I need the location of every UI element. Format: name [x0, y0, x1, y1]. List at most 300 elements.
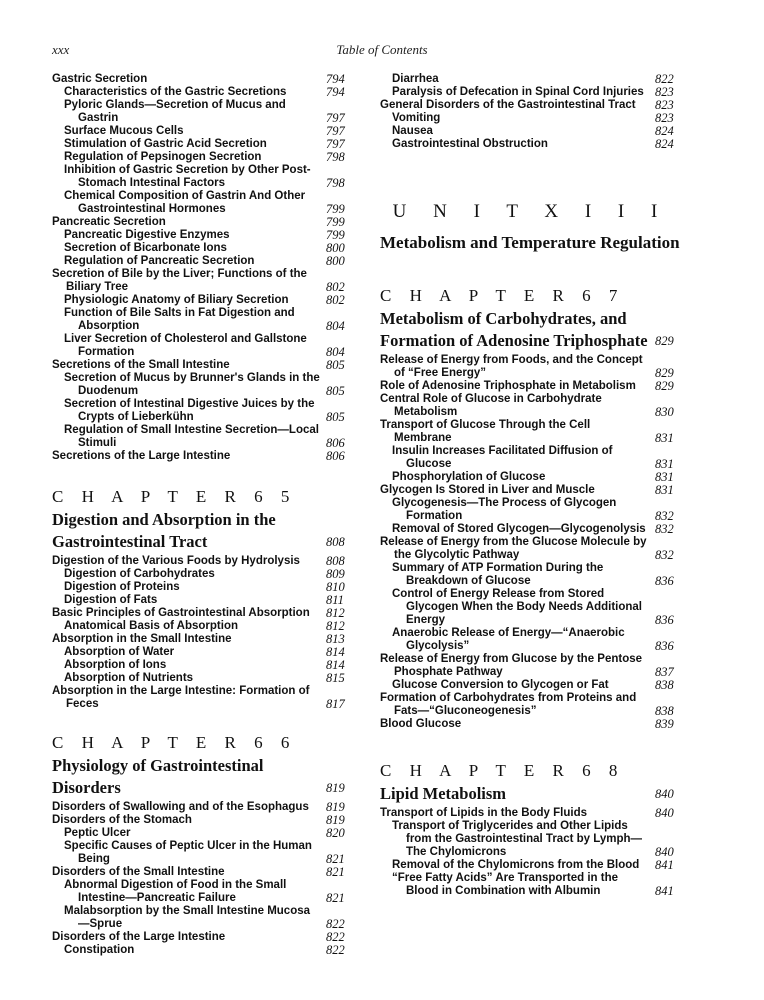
toc-section-entry[interactable] — [52, 814, 352, 827]
entry-title-text: Gastrointestinal Obstruction — [392, 138, 548, 150]
entry-title-text: Surface Mucous Cells — [64, 125, 184, 137]
toc-subsection-entry[interactable] — [380, 445, 681, 471]
entry-title-text: Absorption in the Large Intestine: Formation of Feces — [52, 685, 310, 710]
chapter-label: C H A P T E R 6 8 — [380, 761, 625, 780]
toc-subsection-entry[interactable] — [380, 859, 681, 872]
entry-page: 813 — [326, 632, 345, 646]
entry-page: 838 — [655, 704, 674, 718]
entry-title — [380, 820, 655, 859]
entry-title — [380, 354, 655, 380]
toc-subsection-entry[interactable] — [52, 164, 352, 190]
entry-page: 830 — [655, 405, 674, 419]
entry-title — [380, 523, 655, 536]
entry-page: 839 — [655, 717, 674, 731]
entry-page: 812 — [326, 619, 345, 633]
chapter-title-row[interactable] — [380, 783, 681, 805]
entry-title-text: Glycogen Is Stored in Liver and Muscle — [380, 484, 595, 496]
entry-title — [380, 718, 655, 731]
entry-title-text: Physiologic Anatomy of Biliary Secretion — [64, 294, 289, 306]
entry-page: 802 — [326, 293, 345, 307]
entry-page: 829 — [655, 379, 674, 393]
entry-title-text: Regulation of Pancreatic Secretion — [64, 255, 255, 267]
toc-section-entry[interactable] — [380, 718, 681, 731]
entry-title-text: Absorption of Nutrients — [64, 672, 194, 684]
entry-title — [380, 484, 655, 497]
toc-subsection-entry[interactable] — [380, 523, 681, 536]
entry-title-text: Regulation of Pepsinogen Secretion — [64, 151, 262, 163]
toc-subsection-entry[interactable] — [380, 627, 681, 653]
entry-page: 836 — [655, 639, 674, 653]
entry-page: 808 — [326, 554, 345, 568]
entry-title — [52, 633, 326, 646]
entry-page: 805 — [326, 358, 345, 372]
entry-page: 800 — [326, 254, 345, 268]
entry-title — [380, 588, 655, 627]
entry-title-text: Secretion of Mucus by Brunner's Glands in the Duodenum — [64, 372, 320, 397]
entry-title-text: Phosphorylation of Glucose — [392, 471, 546, 483]
entry-page: 814 — [326, 658, 345, 672]
chapter-page: 808 — [326, 535, 345, 549]
entry-title-text: Digestion of Carbohydrates — [64, 568, 215, 580]
entry-title-text: Regulation of Small Intestine Secretion—Local Stimuli — [64, 424, 319, 449]
entry-title-text: Secretions of the Small Intestine — [52, 359, 230, 371]
toc-subsection-entry[interactable] — [380, 138, 681, 151]
entry-title — [52, 424, 326, 450]
entry-page: 841 — [655, 884, 674, 898]
entry-title — [52, 450, 326, 463]
entry-page: 841 — [655, 858, 674, 872]
entry-title — [380, 497, 655, 523]
toc-subsection-entry[interactable] — [380, 86, 681, 99]
toc-subsection-entry[interactable] — [52, 398, 352, 424]
entry-title — [52, 372, 326, 398]
entry-title — [52, 659, 326, 672]
toc-subsection-entry[interactable] — [380, 562, 681, 588]
entry-page: 804 — [326, 345, 345, 359]
toc-group — [52, 73, 352, 463]
entry-title — [380, 807, 655, 820]
toc-subsection-entry[interactable] — [52, 333, 352, 359]
entry-title-text: Pancreatic Secretion — [52, 216, 166, 228]
entry-title-text: Summary of ATP Formation During the Breakdown of Glucose — [392, 562, 604, 587]
entry-title-text: Absorption of Water — [64, 646, 175, 658]
entry-title-text: Release of Energy from the Glucose Molecule by the Glycolytic Pathway — [380, 536, 647, 561]
entry-title — [52, 866, 326, 879]
toc-section-entry[interactable] — [52, 866, 352, 879]
entry-page: 805 — [326, 384, 345, 398]
entry-title-text: Characteristics of the Gastric Secretions — [64, 86, 287, 98]
entry-title-text: Glycogenesis—The Process of Glycogen Formation — [392, 497, 617, 522]
toc-subsection-entry[interactable] — [52, 424, 352, 450]
entry-title — [52, 294, 326, 307]
entry-title-text: Transport of Lipids in the Body Fluids — [380, 807, 587, 819]
toc-subsection-entry[interactable] — [380, 872, 681, 898]
entry-title-text: Constipation — [64, 944, 135, 956]
entry-page: 824 — [655, 124, 674, 138]
entry-page: 821 — [326, 852, 345, 866]
entry-title — [52, 568, 326, 581]
entry-page: 831 — [655, 431, 674, 445]
entry-title — [52, 594, 326, 607]
entry-title — [52, 255, 326, 268]
toc-subsection-entry[interactable] — [52, 125, 352, 138]
toc-section-entry[interactable] — [52, 555, 352, 568]
chapter-title-row[interactable] — [52, 509, 352, 553]
entry-page: 819 — [326, 800, 345, 814]
toc-subsection-entry[interactable] — [52, 294, 352, 307]
toc-subsection-entry[interactable] — [52, 594, 352, 607]
entry-title — [380, 627, 655, 653]
entry-title — [52, 607, 326, 620]
entry-title — [52, 229, 326, 242]
entry-title-text: Peptic Ulcer — [64, 827, 131, 839]
entry-title-text: Disorders of the Small Intestine — [52, 866, 225, 878]
toc-subsection-entry[interactable] — [52, 99, 352, 125]
entry-title — [52, 931, 326, 944]
entry-page: 800 — [326, 241, 345, 255]
toc-section-entry[interactable] — [52, 359, 352, 372]
entry-title — [52, 190, 326, 216]
entry-title-text: Diarrhea — [392, 73, 439, 85]
entry-title — [52, 801, 326, 814]
entry-title-text: Absorption in the Small Intestine — [52, 633, 232, 645]
toc-section-entry[interactable] — [52, 607, 352, 620]
entry-title — [52, 840, 326, 866]
entry-title-text: Insulin Increases Facilitated Diffusion of Glucose — [392, 445, 613, 470]
entry-title-text: Removal of the Chylomicrons from the Blood — [392, 859, 640, 871]
entry-title — [380, 445, 655, 471]
entry-page: 805 — [326, 410, 345, 424]
toc-subsection-entry[interactable] — [52, 827, 352, 840]
entry-title — [52, 814, 326, 827]
toc-subsection-entry[interactable] — [380, 125, 681, 138]
entry-page: 832 — [655, 548, 674, 562]
entry-page: 798 — [326, 176, 345, 190]
entry-title-text: Control of Energy Release from Stored Glycogen When the Body Needs Additional Energy — [392, 588, 642, 626]
entry-title-text: Secretion of Bicarbonate Ions — [64, 242, 227, 254]
entry-title-text: Nausea — [392, 125, 433, 137]
entry-page: 799 — [326, 215, 345, 229]
entry-title-text: Basic Principles of Gastrointestinal Absorption — [52, 607, 310, 619]
chapter-label: C H A P T E R 6 5 — [52, 487, 297, 506]
entry-title-text: Pyloric Glands—Secretion of Mucus and Gastrin — [64, 99, 286, 124]
entry-page: 838 — [655, 678, 674, 692]
toc-subsection-entry[interactable] — [52, 138, 352, 151]
toc-subsection-entry[interactable] — [52, 840, 352, 866]
entry-title — [52, 86, 326, 99]
entry-title — [52, 879, 326, 905]
entry-title — [380, 692, 655, 718]
entry-title-text: Release of Energy from Glucose by the Pentose Phosphate Pathway — [380, 653, 643, 678]
toc-subsection-entry[interactable] — [52, 151, 352, 164]
entry-title-text: Stimulation of Gastric Acid Secretion — [64, 138, 267, 150]
entry-title — [380, 562, 655, 588]
entry-title — [380, 99, 655, 112]
toc-section-entry[interactable] — [380, 354, 681, 380]
entry-title-text: Formation of Carbohydrates from Proteins and Fats—“Gluconeogenesis” — [380, 692, 637, 717]
entry-page: 822 — [655, 72, 674, 86]
toc-subsection-entry[interactable] — [380, 497, 681, 523]
toc-group — [380, 73, 681, 151]
entry-title-text: Release of Energy from Foods, and the Concept of “Free Energy” — [380, 354, 643, 379]
entry-page: 815 — [326, 671, 345, 685]
toc-subsection-entry[interactable] — [52, 568, 352, 581]
entry-title — [52, 151, 326, 164]
chapter-label: C H A P T E R 6 7 — [380, 286, 625, 305]
entry-title-text: Secretion of Bile by the Liver; Functions of the Biliary Tree — [52, 268, 307, 293]
toc-section-entry[interactable] — [380, 484, 681, 497]
entry-page: 840 — [655, 845, 674, 859]
entry-page: 836 — [655, 574, 674, 588]
toc-subsection-entry[interactable] — [52, 620, 352, 633]
entry-title — [380, 419, 655, 445]
entry-title — [52, 242, 326, 255]
entry-page: 814 — [326, 645, 345, 659]
toc-subsection-entry[interactable] — [380, 471, 681, 484]
toc-section-entry[interactable] — [380, 692, 681, 718]
entry-page: 831 — [655, 483, 674, 497]
toc-section-entry[interactable] — [380, 536, 681, 562]
toc-section-entry[interactable] — [52, 216, 352, 229]
entry-title — [380, 872, 655, 898]
toc-group — [380, 807, 681, 898]
chapter-page: 829 — [655, 334, 674, 348]
entry-title — [52, 581, 326, 594]
entry-page: 819 — [326, 813, 345, 827]
entry-title-text: Liver Secretion of Cholesterol and Gallstone Formation — [64, 333, 307, 358]
entry-page: 823 — [655, 85, 674, 99]
entry-page: 804 — [326, 319, 345, 333]
toc-section-entry[interactable] — [52, 685, 352, 711]
toc-section-entry[interactable] — [380, 380, 681, 393]
entry-title-text: Paralysis of Defecation in Spinal Cord Injuries — [392, 86, 644, 98]
entry-title — [52, 646, 326, 659]
entry-page: 812 — [326, 606, 345, 620]
toc-subsection-entry[interactable] — [52, 190, 352, 216]
entry-title-text: Central Role of Glucose in Carbohydrate Metabolism — [380, 393, 602, 418]
entry-title — [52, 905, 326, 931]
entry-title-text: Disorders of the Stomach — [52, 814, 192, 826]
entry-title — [52, 672, 326, 685]
entry-title — [380, 138, 655, 151]
entry-title — [52, 73, 326, 86]
entry-title — [52, 359, 326, 372]
entry-title-text: Digestion of Fats — [64, 594, 158, 606]
entry-title-text: “Free Fatty Acids” Are Transported in the Blood in Combination with Albumin — [392, 872, 619, 897]
toc-subsection-entry[interactable] — [52, 86, 352, 99]
entry-title — [380, 380, 655, 393]
entry-page: 810 — [326, 580, 345, 594]
entry-title — [52, 164, 326, 190]
entry-page: 817 — [326, 697, 345, 711]
toc-section-entry[interactable] — [380, 99, 681, 112]
entry-title — [52, 307, 326, 333]
entry-page: 806 — [326, 436, 345, 450]
entry-title — [52, 125, 326, 138]
entry-title-text: Secretions of the Large Intestine — [52, 450, 231, 462]
toc-section-entry[interactable] — [52, 450, 352, 463]
toc-section-entry[interactable] — [380, 393, 681, 419]
entry-title-text: Role of Adenosine Triphosphate in Metabolism — [380, 380, 636, 392]
page-number: xxx — [52, 42, 70, 57]
chapter-page: 819 — [326, 781, 345, 795]
entry-title-text: Chemical Composition of Gastrin And Other Gastrointestinal Hormones — [64, 190, 306, 215]
entry-title-text: Glucose Conversion to Glycogen or Fat — [392, 679, 609, 691]
entry-title — [52, 827, 326, 840]
entry-title-text: Digestion of the Various Foods by Hydrolysis — [52, 555, 300, 567]
entry-title-text: Transport of Triglycerides and Other Lipids from the Gastrointestinal Tract by Lymph—The Chylomicrons — [392, 820, 643, 858]
entry-title — [380, 393, 655, 419]
entry-title-text: Transport of Glucose Through the Cell Membrane — [380, 419, 591, 444]
toc-group — [52, 555, 352, 711]
toc-section-entry[interactable] — [52, 633, 352, 646]
entry-title-text: Secretion of Intestinal Digestive Juices by the Crypts of Lieberkühn — [64, 398, 315, 423]
entry-page: 821 — [326, 865, 345, 879]
entry-title — [52, 555, 326, 568]
entry-page: 821 — [326, 891, 345, 905]
left-column — [52, 73, 352, 957]
entry-title-text: Blood Glucose — [380, 718, 462, 730]
entry-page: 832 — [655, 522, 674, 536]
entry-page: 802 — [326, 280, 345, 294]
entry-page: 837 — [655, 665, 674, 679]
toc-subsection-entry[interactable] — [52, 229, 352, 242]
toc-section-entry[interactable] — [52, 931, 352, 944]
entry-title — [52, 398, 326, 424]
entry-title — [380, 86, 655, 99]
toc-section-entry[interactable] — [52, 801, 352, 814]
toc-section-entry[interactable] — [380, 419, 681, 445]
entry-page: 832 — [655, 509, 674, 523]
entry-title-text: Anatomical Basis of Absorption — [64, 620, 239, 632]
entry-title-text: Anaerobic Release of Energy—“Anaerobic Glycolysis” — [392, 627, 625, 652]
toc-group — [380, 354, 681, 731]
entry-title-text: Inhibition of Gastric Secretion by Other Post-Stomach Intestinal Factors — [64, 164, 311, 189]
entry-page: 820 — [326, 826, 345, 840]
toc-subsection-entry[interactable] — [380, 588, 681, 627]
entry-page: 831 — [655, 457, 674, 471]
entry-page: 831 — [655, 470, 674, 484]
toc-subsection-entry[interactable] — [52, 672, 352, 685]
entry-title — [52, 99, 326, 125]
toc-subsection-entry[interactable] — [52, 944, 352, 957]
unit-title: Metabolism and Temperature Regulation — [380, 233, 680, 252]
entry-page: 799 — [326, 228, 345, 242]
toc-subsection-entry[interactable] — [52, 242, 352, 255]
chapter-title-row[interactable] — [380, 308, 681, 352]
entry-title — [52, 268, 326, 294]
chapter-title: Metabolism of Carbohydrates, and Formation of Adenosine Triphosphate — [380, 309, 648, 350]
entry-page: 809 — [326, 567, 345, 581]
toc-subsection-entry[interactable] — [52, 659, 352, 672]
entry-page: 823 — [655, 111, 674, 125]
right-column — [380, 73, 681, 898]
entry-title-text: Function of Bile Salts in Fat Digestion and Absorption — [64, 307, 295, 332]
toc-subsection-entry[interactable] — [52, 307, 352, 333]
entry-title-text: Pancreatic Digestive Enzymes — [64, 229, 230, 241]
entry-page: 799 — [326, 202, 345, 216]
toc-subsection-entry[interactable] — [380, 679, 681, 692]
entry-title — [380, 653, 655, 679]
toc-subsection-entry[interactable] — [52, 372, 352, 398]
entry-title — [380, 859, 655, 872]
entry-page: 798 — [326, 150, 345, 164]
entry-title — [52, 216, 326, 229]
entry-title-text: Abnormal Digestion of Food in the Small Intestine—Pancreatic Failure — [64, 879, 287, 904]
toc-section-entry[interactable] — [52, 73, 352, 86]
entry-page: 840 — [655, 806, 674, 820]
toc-section-entry[interactable] — [52, 268, 352, 294]
entry-title — [52, 620, 326, 633]
entry-page: 797 — [326, 124, 345, 138]
entry-page: 794 — [326, 85, 345, 99]
toc-subsection-entry[interactable] — [52, 581, 352, 594]
entry-title — [380, 536, 655, 562]
entry-title-text: Gastric Secretion — [52, 73, 148, 85]
entry-title-text: Vomiting — [392, 112, 441, 124]
toc-subsection-entry[interactable] — [52, 255, 352, 268]
entry-page: 823 — [655, 98, 674, 112]
entry-title-text: Malabsorption by the Small Intestine Mucosa—Sprue — [64, 905, 311, 930]
toc-subsection-entry[interactable] — [380, 73, 681, 86]
entry-page: 794 — [326, 72, 345, 86]
chapter-title: Digestion and Absorption in the Gastrointestinal Tract — [52, 510, 276, 551]
entry-title — [52, 685, 326, 711]
entry-page: 797 — [326, 137, 345, 151]
entry-title-text: Disorders of the Large Intestine — [52, 931, 226, 943]
toc-subsection-entry[interactable] — [380, 112, 681, 125]
entry-page: 824 — [655, 137, 674, 151]
running-title: Table of Contents — [336, 42, 428, 57]
entry-page: 811 — [326, 593, 344, 607]
entry-page: 822 — [326, 943, 345, 957]
chapter-label: C H A P T E R 6 6 — [52, 733, 297, 752]
entry-title-text: Absorption of Ions — [64, 659, 167, 671]
chapter-title-row[interactable] — [52, 755, 352, 799]
entry-page: 822 — [326, 930, 345, 944]
entry-page: 797 — [326, 111, 345, 125]
entry-title-text: Removal of Stored Glycogen—Glycogenolysis — [392, 523, 646, 535]
toc-group — [52, 801, 352, 957]
entry-page: 806 — [326, 449, 345, 463]
entry-title — [380, 73, 655, 86]
entry-title-text: Disorders of Swallowing and of the Esophagus — [52, 801, 309, 813]
toc-section-entry[interactable] — [380, 653, 681, 679]
entry-title-text: Digestion of Proteins — [64, 581, 180, 593]
toc-subsection-entry[interactable] — [380, 820, 681, 859]
entry-title-text: General Disorders of the Gastrointestinal Tract — [380, 99, 636, 111]
entry-title — [380, 112, 655, 125]
entry-title — [380, 125, 655, 138]
entry-title — [52, 138, 326, 151]
entry-title-text: Specific Causes of Peptic Ulcer in the Human Being — [64, 840, 312, 865]
chapter-title: Lipid Metabolism — [380, 784, 507, 803]
entry-title — [52, 333, 326, 359]
toc-subsection-entry[interactable] — [52, 905, 352, 931]
toc-subsection-entry[interactable] — [52, 879, 352, 905]
chapter-page: 840 — [655, 787, 674, 801]
toc-section-entry[interactable] — [380, 807, 681, 820]
entry-page: 836 — [655, 613, 674, 627]
toc-subsection-entry[interactable] — [52, 646, 352, 659]
unit-label: U N I T X I I I — [392, 201, 669, 222]
chapter-title: Physiology of Gastrointestinal Disorders — [52, 756, 264, 797]
entry-title — [380, 471, 655, 484]
entry-title — [380, 679, 655, 692]
entry-page: 822 — [326, 917, 345, 931]
entry-page: 829 — [655, 366, 674, 380]
entry-title — [52, 944, 326, 957]
